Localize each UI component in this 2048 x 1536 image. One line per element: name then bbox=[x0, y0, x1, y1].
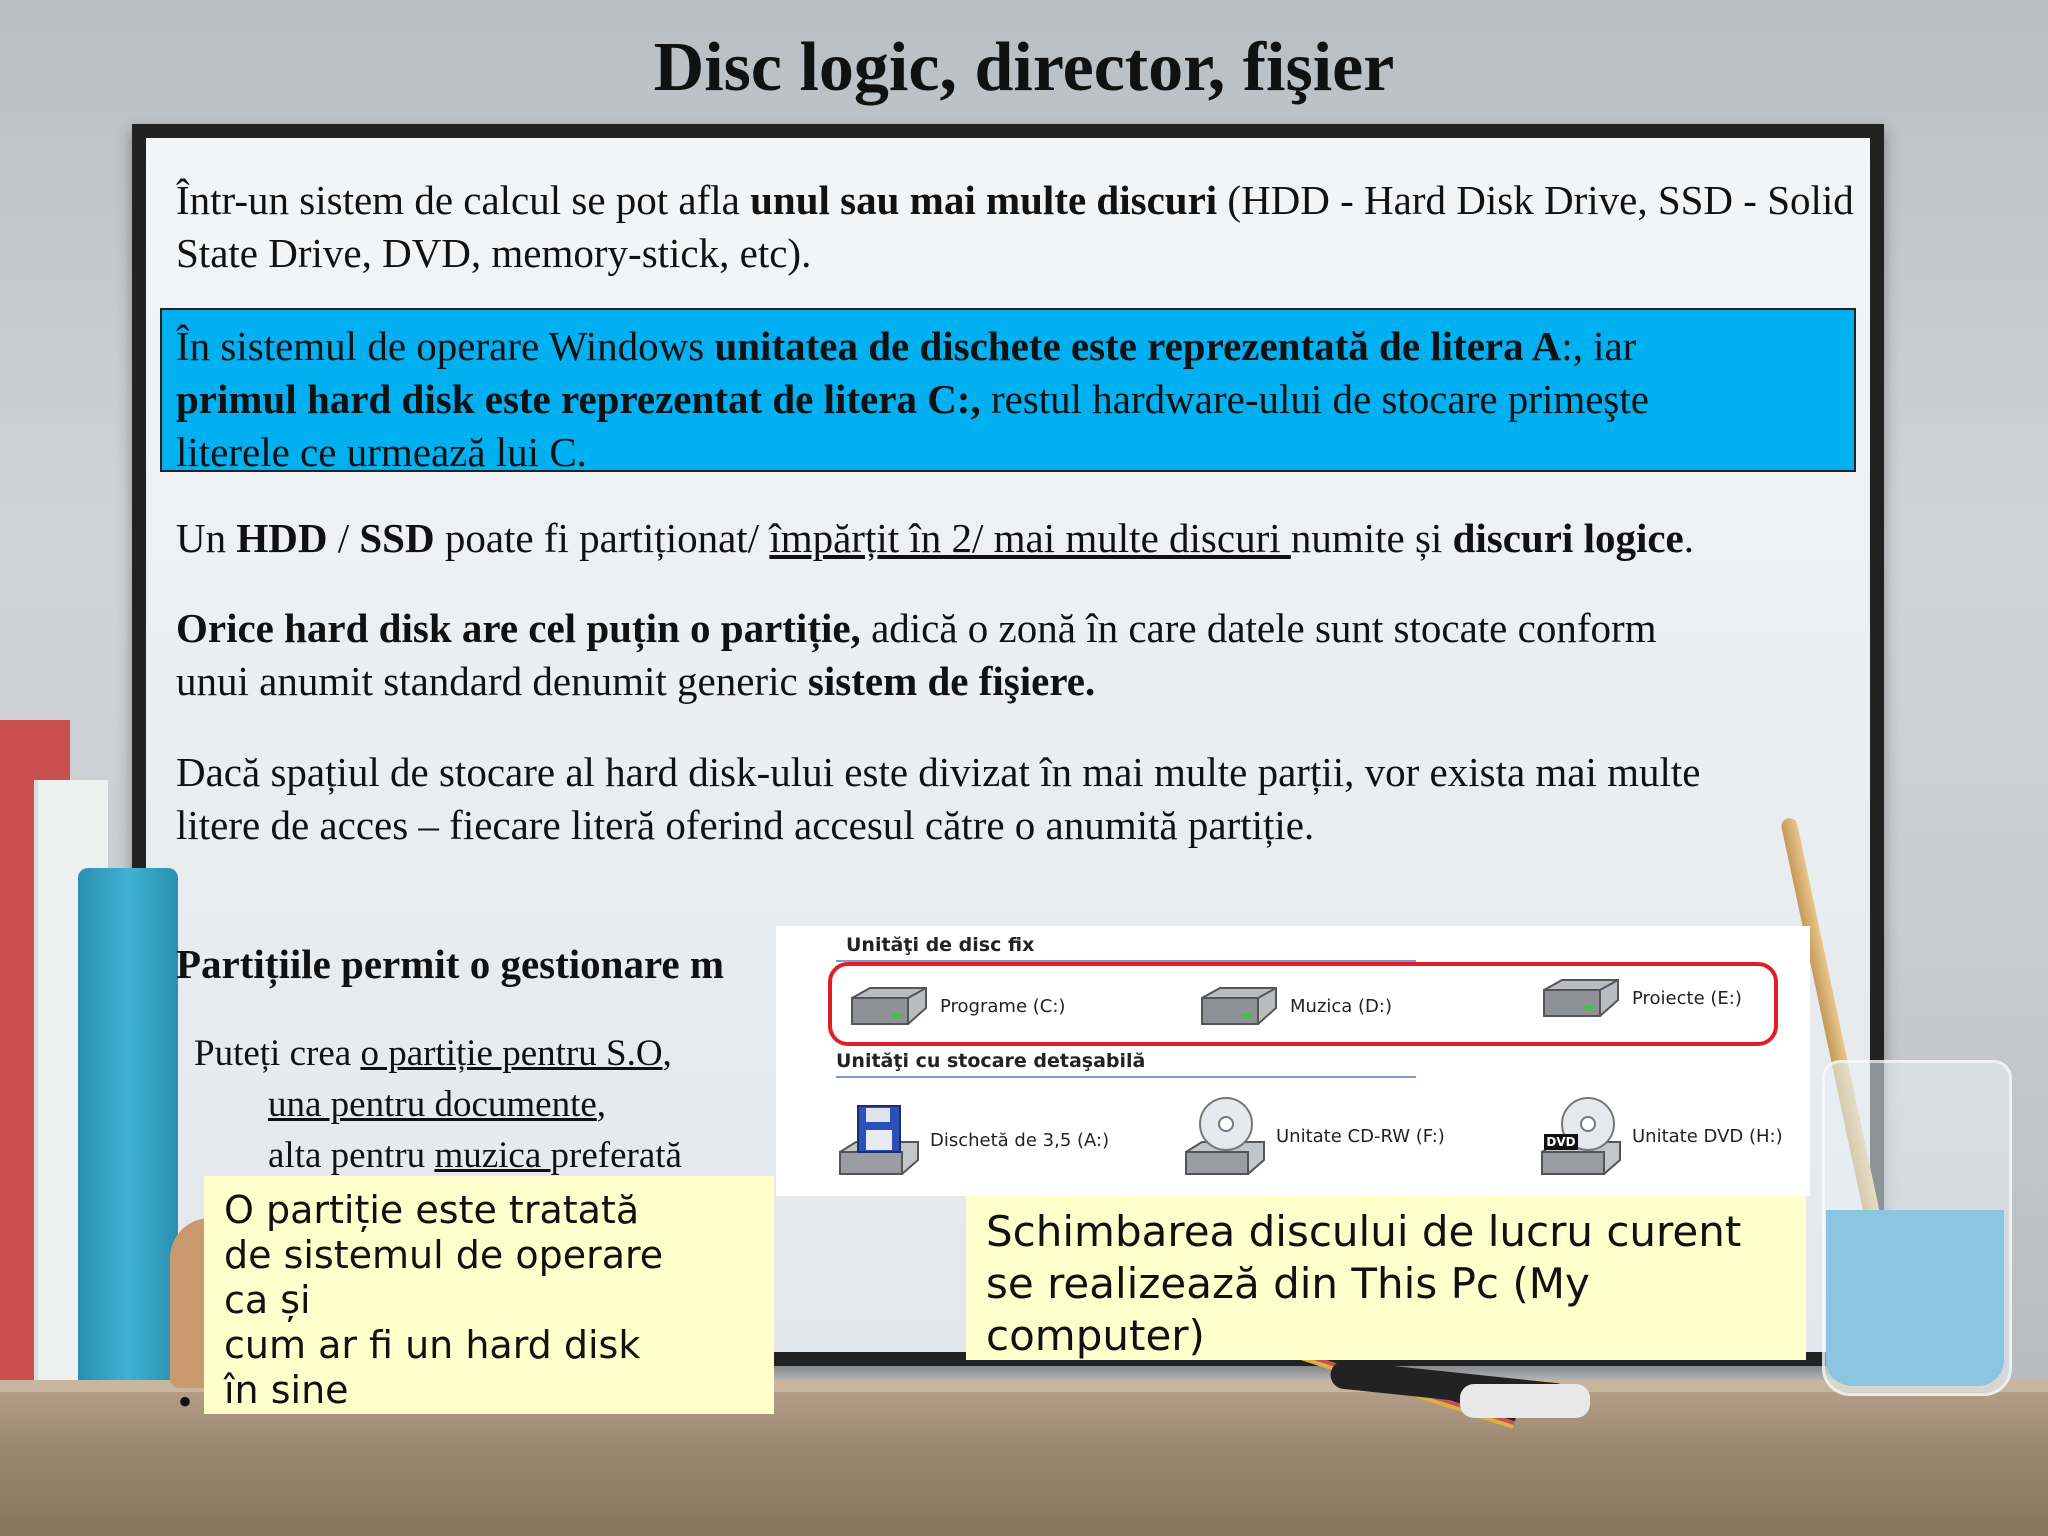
list-item: una pentru documente, bbox=[268, 1084, 607, 1125]
list-item: Puteți crea o partiție pentru S.O, bbox=[194, 1033, 672, 1074]
paragraph-filesystem: Orice hard disk are cel puțin o partiție, adică o zonă în care datele sunt stocate conform unui anumit standard denumit generic sistem de fişiere. bbox=[176, 605, 1657, 704]
partition-note: O partiție este tratată de sistemul de operare ca și cum ar fi un hard disk în sine bbox=[204, 1176, 774, 1414]
paragraph-partitioning: Un HDD / SSD poate fi partiționat/ împărțit în 2/ mai multe discuri numite și discuri logice. bbox=[176, 515, 1694, 561]
hard-drive-icon bbox=[1196, 984, 1282, 1028]
paragraph-access-letters: Dacă spațiul de stocare al hard disk-ului este divizat în mai multe parții, vor exista mai multe litere de acces – fiecare literă oferind accesul către o anumită partiție. bbox=[176, 749, 1701, 848]
hard-drive-icon bbox=[1538, 976, 1624, 1020]
drive-a[interactable]: Dischetă de 3,5 (A:) bbox=[836, 1102, 1109, 1178]
dvd-drive-icon bbox=[1538, 1094, 1624, 1178]
cd-drive-icon bbox=[1182, 1094, 1268, 1178]
drive-f[interactable]: Unitate CD-RW (F:) bbox=[1182, 1094, 1445, 1178]
paragraph-drive-letters: În sistemul de operare Windows unitatea de dischete este reprezentată de litera A:, iar primul hard disk este reprezentat de litera C:, restul hardware-ului de stocare primeşte literele ce urmează lui C. bbox=[176, 323, 1649, 475]
this-pc-note: Schimbarea discului de lucru curent se realizează din This Pc (My computer) bbox=[966, 1196, 1806, 1360]
list-item: alta pentru muzica preferată bbox=[268, 1135, 682, 1176]
partition-examples-list bbox=[194, 1028, 682, 1181]
drive-h[interactable]: DVD Unitate DVD (H:) bbox=[1538, 1094, 1783, 1178]
drive-d[interactable]: Muzica (D:) bbox=[1196, 984, 1392, 1028]
glass-jar bbox=[1822, 1060, 2012, 1396]
drive-e[interactable]: Proiecte (E:) bbox=[1538, 976, 1742, 1020]
drive-c[interactable]: Programe (C:) bbox=[846, 984, 1065, 1028]
hard-drive-icon bbox=[846, 984, 932, 1028]
fixed-drives-heading: Unităţi de disc fix bbox=[846, 934, 1035, 956]
eraser-decoration bbox=[1460, 1384, 1590, 1418]
paragraph-partition-management: Partițiile permit o gestionare m bbox=[176, 941, 725, 987]
removable-drives-heading: Unităţi cu stocare detaşabilă bbox=[836, 1050, 1146, 1072]
heading-divider bbox=[836, 1076, 1416, 1078]
explorer-drives-screenshot bbox=[776, 926, 1810, 1196]
floppy-drive-icon bbox=[836, 1102, 922, 1178]
bullet-point: • bbox=[178, 1379, 193, 1424]
dvd-badge: DVD bbox=[1546, 1135, 1576, 1149]
paragraph-disks: Într-un sistem de calcul se pot afla unul sau mai multe discuri (HDD - Hard Disk Drive, SSD - Solid State Drive, DVD, memory-stick, etc). bbox=[176, 177, 1854, 276]
blue-book-decoration bbox=[78, 868, 178, 1388]
slide-title: Disc logic, director, fişier bbox=[653, 29, 1395, 106]
